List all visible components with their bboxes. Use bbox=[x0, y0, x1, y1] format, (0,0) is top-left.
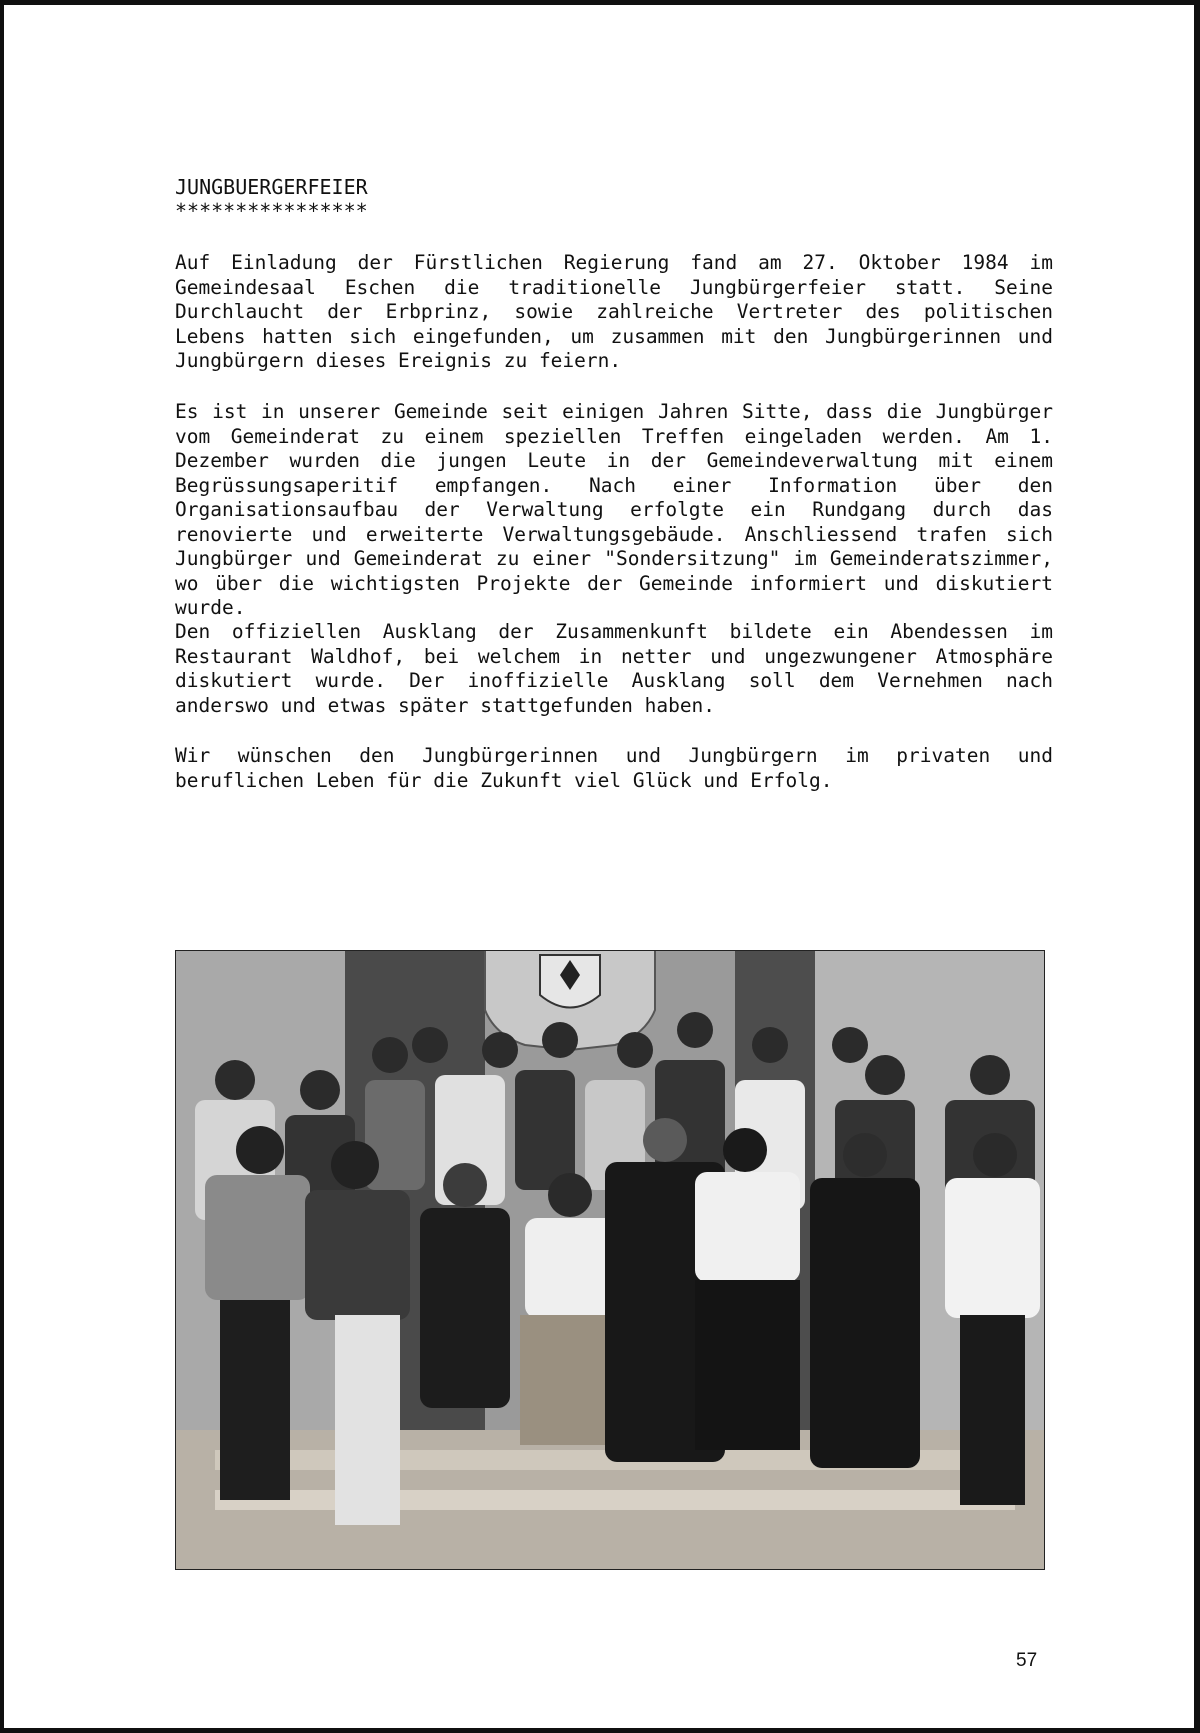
group-photo-icon bbox=[175, 950, 1045, 1570]
title-underline: **************** bbox=[175, 199, 368, 223]
page-number: 57 bbox=[1016, 1650, 1038, 1671]
group-photo bbox=[175, 950, 1045, 1570]
paragraph-1: Auf Einladung der Fürstlichen Regierung fand am 27. Oktober 1984 im Gemeindesaal Eschen die traditionelle Jungbürgerfeier statt. Seine Durchlaucht der Erbprinz, sowie zahlreiche Vertreter des politischen Lebens hatten sich eingefunden, um zusammen mit den Jungbürgerinnen und Jungbürgern dieses Ereignis zu feiern. bbox=[175, 251, 1053, 372]
paragraph-4: Wir wünschen den Jungbürgerinnen und Jungbürgern im privaten und beruflichen Leben für die Zukunft viel Glück und Erfolg. bbox=[175, 744, 1053, 792]
paragraph-3: Den offiziellen Ausklang der Zusammenkunft bildete ein Abendessen im Restaurant Waldhof, bei welchem in netter und ungezwungener Atmosphäre diskutiert wurde. Der inoffizielle Ausklang soll dem Vernehmen nach anderswo und etwas später stattgefunden haben. bbox=[175, 620, 1053, 717]
article-title: JUNGBUERGERFEIER bbox=[175, 175, 368, 199]
paragraph-2: Es ist in unserer Gemeinde seit einigen Jahren Sitte, dass die Jungbürger vom Gemeinderat zu einem speziellen Treffen eingeladen werden. Am 1. Dezember wurden die jungen Leute in der Gemeindeverwaltung mit einem Begrüssungsaperitif empfangen. Nach einer Information über den Organisationsaufbau der Verwaltung erfolgte ein Rundgang durch das renovierte und erweiterte Verwaltungsgebäude. Anschliessend trafen sich Jungbürger und Gemeinderat zu einer "Sondersitzung" im Gemeinderatszimmer, wo über die wichtigsten Projekte der Gemeinde informiert und diskutiert wurde. bbox=[175, 400, 1053, 619]
document-page bbox=[4, 5, 1194, 1728]
